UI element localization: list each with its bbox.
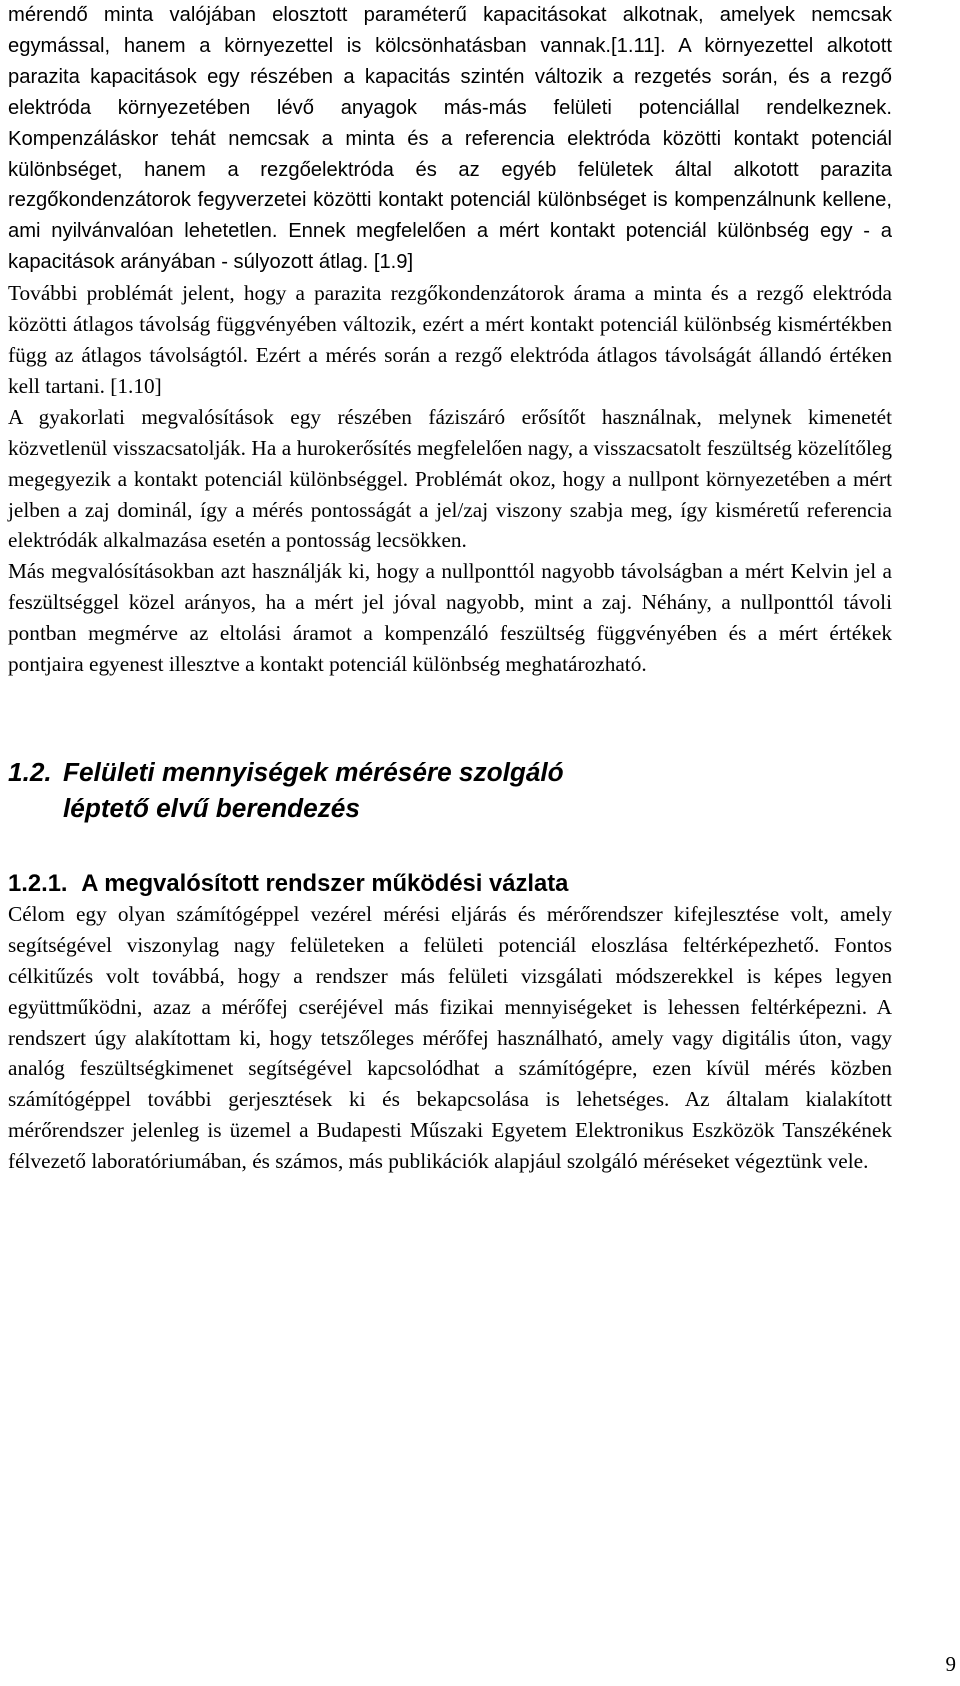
section-heading	[8, 754, 892, 826]
subsection-number: 1.2.1.	[8, 869, 68, 897]
paragraph-system-goal: Célom egy olyan számítógéppel vezérel mérési eljárás és mérőrendszer kifejlesztése volt, amely segítségével viszonylag nagy felületeken a felületi potenciál eloszlása feltérképezhető. Fontos célkitűzés volt továbbá, hogy a rendszer más felületi vizsgálati módszerekkel is képes legyen együttműködni, azaz a mérőfej cseréjével más fizikai mennyiségeket is lehessen feltérképezni. A rendszert úgy alakítottam ki, hogy tetszőleges mérőfej használható, amely vagy digitális úton, vagy analóg feszültségkimenet segítségével kapcsolódhat a számítógépre, ezen kívül mérés közben számítógéppel további gerjesztések ki és bekapcsolása is lehetséges. Az általam kialakított mérőrendszer jelenleg is üzemel a Budapesti Műszaki Egyetem Elektronikus Eszközök Tanszékének félvezető laboratóriumában, és számos, más publikációk alapjául szolgáló méréseket végeztünk vele.	[8, 901, 892, 1174]
subsection-heading	[8, 869, 892, 899]
page-number: 9	[945, 1652, 956, 1676]
section-number: 1.2.	[8, 756, 52, 787]
paragraph-parasitic-current: További problémát jelent, hogy a parazita rezgőkondenzátorok árama a minta és a rezgő elektróda közötti átlagos távolság függvényében változik, ezért a mért kontakt potenciál különbség kismértékben függ az átlagos távolságtól. Ezért a mérés során a rezgő elektróda átlagos távolságát állandó értéken kell tartani. [1.10]	[8, 281, 892, 398]
paragraph-other-implementations: Más megvalósításokban azt használják ki, hogy a nullponttól nagyobb távolságban a mért Kelvin jel a feszültséggel közel arányos, ha a mért jel jóval nagyobb, mint a zaj. Néhány, a nullponttól távoli pontban megmérve az eltolási áramot a kompenzáló feszültség függvényében és a mért értékek pontjaira egyenest illesztve a kontakt potenciál különbség meghatározható.	[8, 559, 892, 677]
page-content	[8, 0, 892, 1177]
paragraph-phase-locked-amplifier: A gyakorlati megvalósítások egy részében fáziszáró erősítőt használnak, melynek kimenetét közvetlenül visszacsatolják. Ha a hurokerősítés megfelelően nagy, a visszacsatolt feszültség közelítőleg megegyezik a kontakt potenciál különbséggel. Problémát okoz, hogy a nullpont környezetében a mért jelben a zaj dominál, így a mérés pontosságát a jel/zaj viszony szabja meg, így kisméretű referencia elektródák alkalmazása esetén a pontosság lecsökken.	[8, 404, 892, 553]
subsection-title: A megvalósított rendszer működési vázlata	[81, 869, 569, 897]
paragraph-parasitic-capacitance: mérendő minta valójában elosztott paraméterű kapacitásokat alkotnak, amelyek nemcsak egymással, hanem a környezettel is kölcsönhatásban vannak.[1.11]. A környezettel alkotott parazita kapacitások egy részében a kapacitás szintén változik a rezgetés során, és a rezgő elektróda környezetében lévő anyagok más-más felületi potenciállal rendelkeznek. Kompenzáláskor tehát nemcsak a minta és a referencia elektróda közötti kontakt potenciál különbséget, hanem a rezgőelektróda és az egyéb felületek által alkotott parazita rezgőkondenzátorok fegyverzetei közötti kontakt potenciál különbséget is kompenzálnunk kellene, ami nyilvánvalóan lehetetlen. Ennek megfelelően a mért kontakt potenciál különbség egy - a kapacitások arányában - súlyozott átlag. [1.9]	[8, 4, 892, 274]
section-title: Felületi mennyiségek mérésére szolgáló léptető elvű berendezés	[63, 756, 564, 823]
